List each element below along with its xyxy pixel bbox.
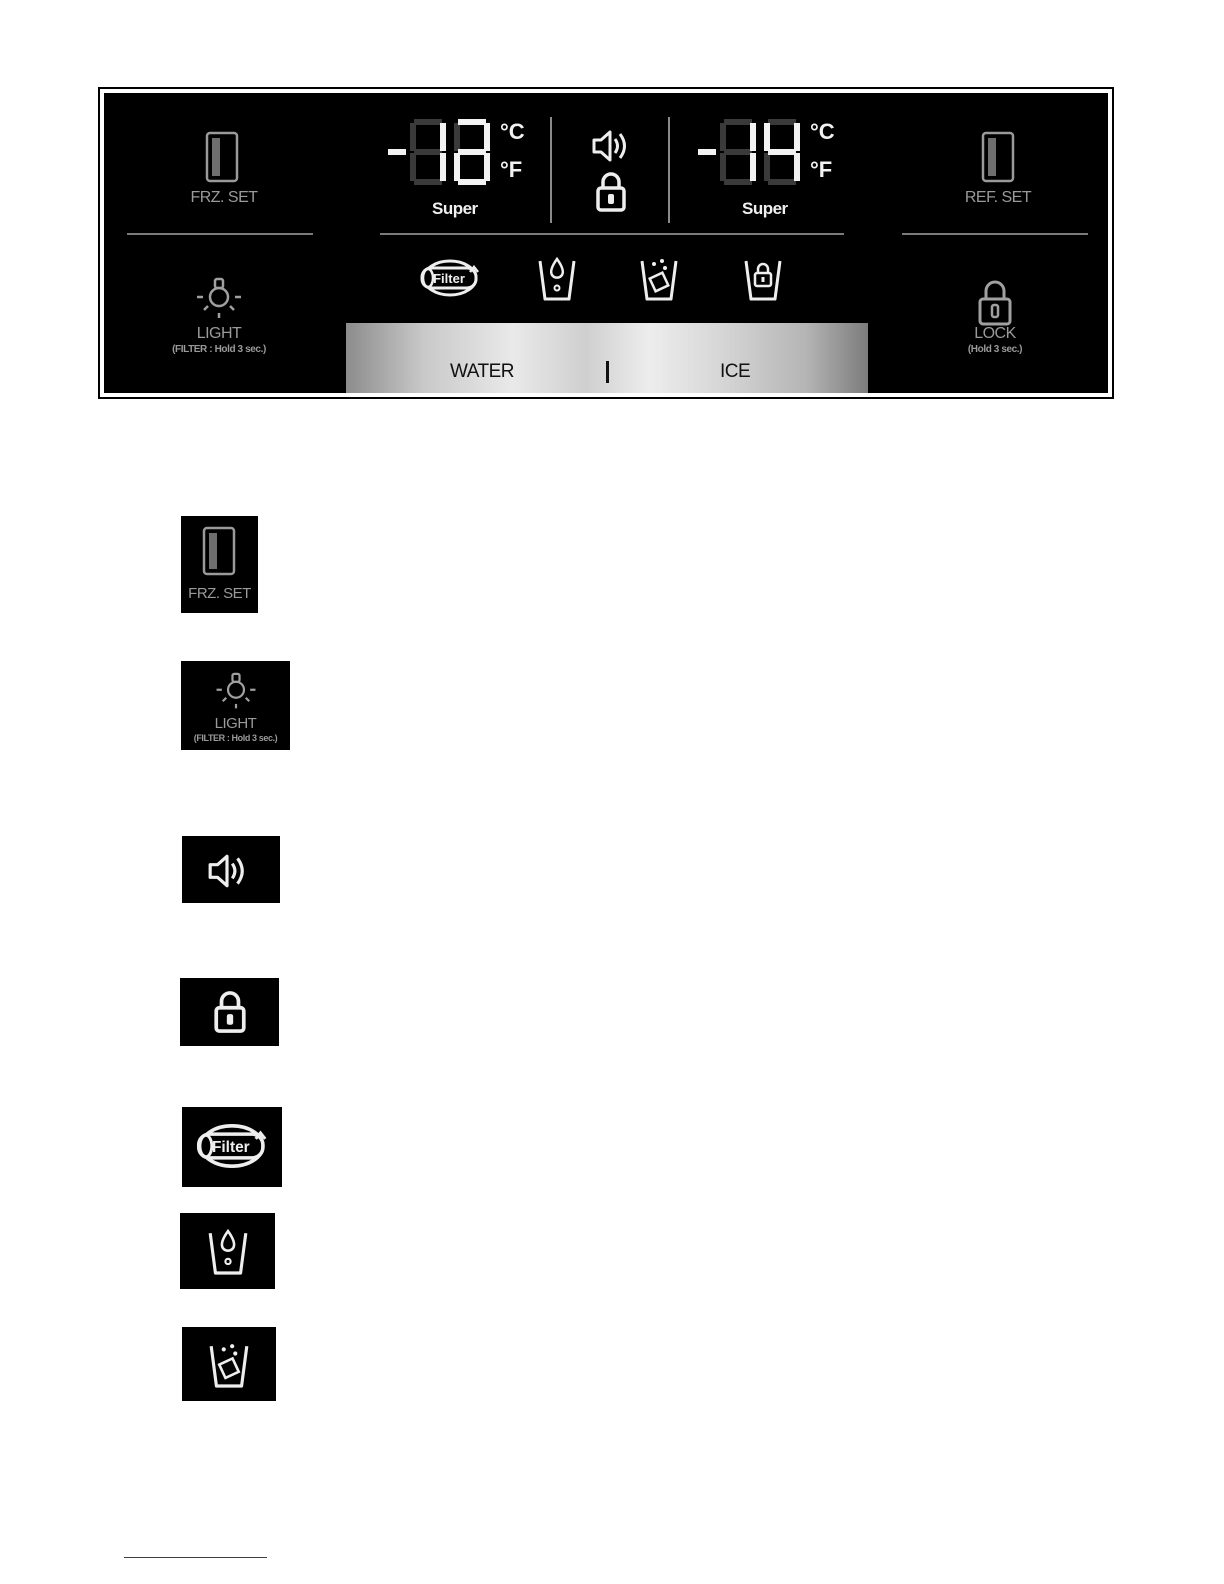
- light-filter-hint: (FILTER : Hold 3 sec.): [172, 344, 266, 355]
- lock-icon: [212, 988, 248, 1036]
- cup-lock-icon: [742, 253, 784, 303]
- display-divider-right: [668, 117, 670, 223]
- legend-sound-tile: [182, 836, 280, 903]
- light-label: LIGHT: [196, 325, 242, 342]
- legend-filter-tile: [182, 1107, 282, 1187]
- light-button[interactable]: [144, 263, 294, 373]
- legend-filter-icon-text: Filter: [211, 1138, 250, 1156]
- cup-water-icon: [206, 1223, 250, 1279]
- filter-icon-text: Filter: [433, 271, 465, 286]
- filter-icon: [194, 1121, 270, 1171]
- fridge-unit-celsius: °C: [810, 119, 835, 144]
- dispenser-divider: [606, 361, 609, 383]
- legend-lock-tile: [180, 978, 279, 1046]
- light-bulb-icon: [193, 269, 245, 321]
- legend-water-tile: [180, 1213, 275, 1289]
- sound-icon: [590, 127, 630, 165]
- fridge-super-mode: Super: [742, 199, 788, 218]
- filter-icon: [418, 257, 482, 299]
- lock-label: LOCK: [974, 325, 1016, 342]
- temperature-bar-icon: [981, 131, 1015, 183]
- cup-ice-icon: [638, 253, 680, 303]
- fridge-set-button[interactable]: [938, 123, 1058, 223]
- legend-freezer-set-label: FRZ. SET: [188, 585, 251, 602]
- legend-ice-tile: [182, 1327, 276, 1401]
- footer-rule: [124, 1557, 267, 1558]
- legend-light-tile: [181, 661, 290, 750]
- water-button[interactable]: WATER: [450, 361, 514, 382]
- freezer-set-label: FRZ. SET: [190, 189, 258, 206]
- cup-water-icon: [536, 253, 578, 303]
- temperature-bar-icon: [205, 131, 239, 183]
- ice-button[interactable]: ICE: [720, 361, 751, 382]
- legend-freezer-set-tile: [181, 516, 258, 613]
- control-panel-face: [104, 93, 1108, 393]
- freezer-set-button[interactable]: [164, 123, 284, 223]
- fridge-set-label: REF. SET: [964, 189, 1032, 206]
- lock-hold-hint: (Hold 3 sec.): [967, 344, 1023, 355]
- lock-icon: [976, 277, 1014, 327]
- cup-ice-icon: [207, 1335, 251, 1393]
- fridge-seven-segment-digits: [696, 117, 808, 189]
- dispenser-selector: [346, 323, 868, 393]
- display-divider-left: [550, 117, 552, 223]
- lock-indicator-icon: [594, 171, 628, 213]
- freezer-unit-fahrenheit: °F: [500, 157, 523, 182]
- light-bulb-icon: [213, 665, 259, 711]
- lock-button[interactable]: [920, 263, 1070, 373]
- legend-light-label: LIGHT: [214, 715, 257, 732]
- freezer-seven-segment-digits: [386, 117, 498, 189]
- separator-left: [127, 233, 313, 235]
- fridge-temperature-display: [696, 117, 846, 223]
- separator-right: [902, 233, 1088, 235]
- temperature-bar-icon: [202, 526, 236, 576]
- control-panel: [98, 87, 1114, 399]
- legend-light-filter-hint: (FILTER : Hold 3 sec.): [193, 733, 278, 743]
- freezer-super-mode: Super: [432, 199, 478, 218]
- separator-center: [380, 233, 844, 235]
- sound-icon: [204, 851, 250, 891]
- fridge-unit-fahrenheit: °F: [810, 157, 833, 182]
- freezer-unit-celsius: °C: [500, 119, 525, 144]
- freezer-temperature-display: [386, 117, 536, 223]
